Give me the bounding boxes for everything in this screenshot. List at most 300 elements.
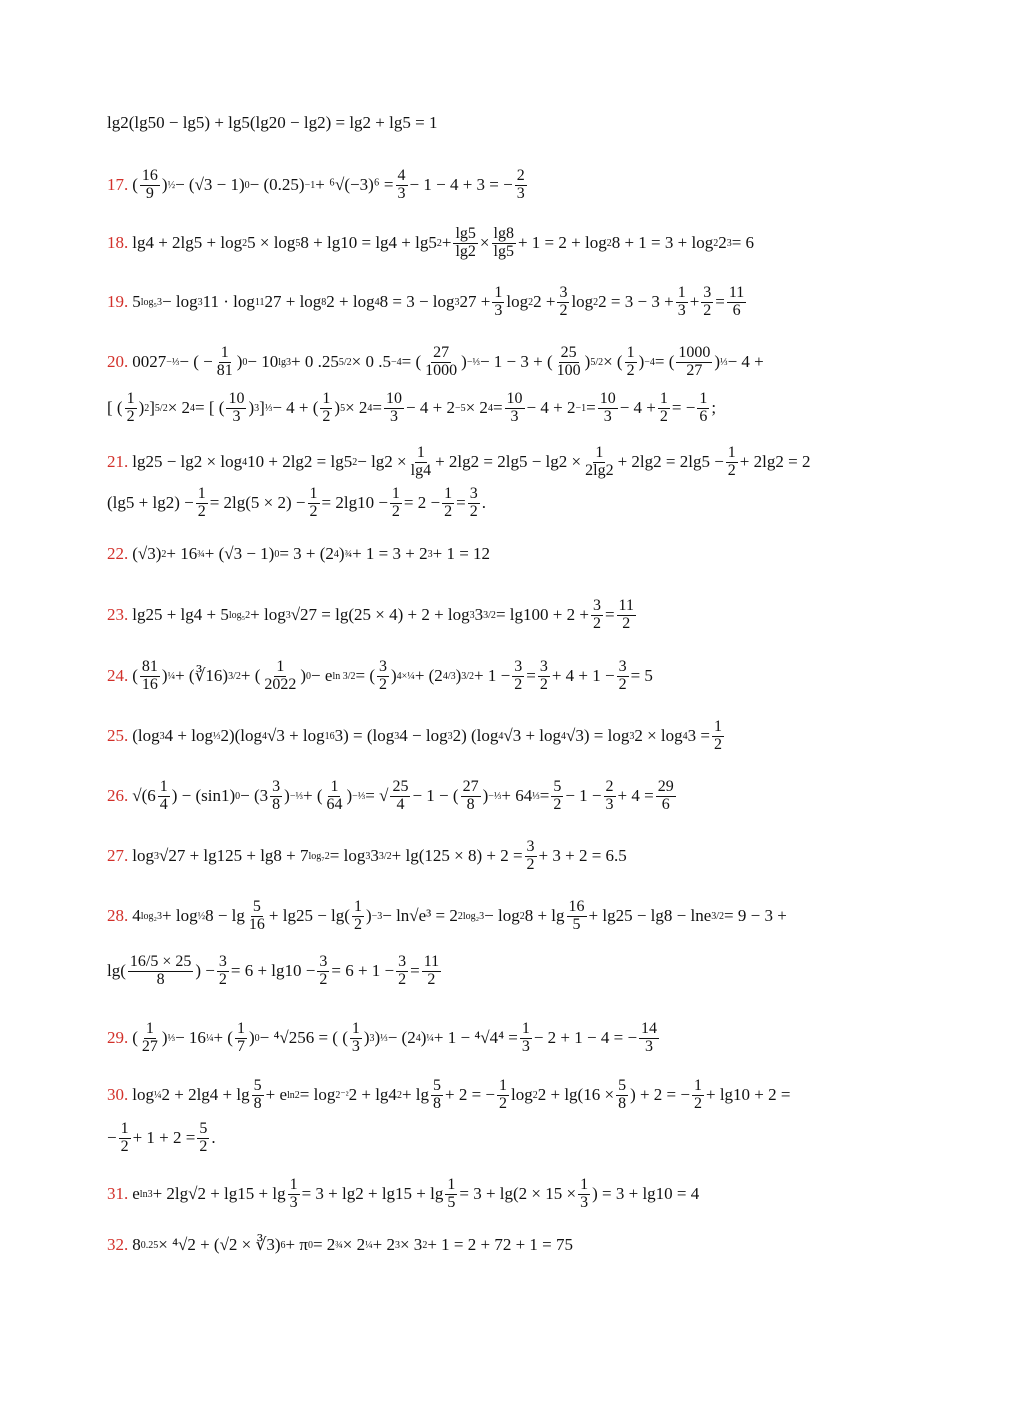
math-text: 0027 [132, 351, 167, 371]
fraction-numerator: 1 [494, 284, 503, 301]
superscript: ¾ [344, 548, 353, 560]
math-text: 3) = (log [334, 725, 395, 745]
math-text: 10 + 2lg2 = lg5 [247, 451, 353, 471]
fraction [140, 168, 160, 203]
subscript: 4 [561, 730, 567, 742]
superscript: 2 [352, 456, 358, 468]
problem-number: 20. [107, 351, 129, 371]
equation-line [107, 114, 917, 133]
fraction-denominator: 2022 [264, 675, 297, 693]
fraction-numerator: 3 [559, 284, 568, 301]
math-text: + 1 − [474, 665, 511, 685]
fraction [598, 391, 618, 426]
math-text: ) [334, 397, 341, 417]
subscript: 2 [606, 237, 612, 249]
superscript: 3 [254, 402, 260, 414]
fraction-denominator: 2 [469, 502, 478, 520]
fraction [396, 168, 408, 203]
fraction [583, 445, 615, 480]
superscript: −4 [644, 356, 655, 368]
fraction-numerator: 16 [568, 898, 585, 915]
fraction-denominator: lg4 [410, 461, 432, 479]
superscript: 4 [190, 402, 196, 414]
math-text: − [107, 1127, 117, 1147]
fraction-denominator: 2 [444, 502, 453, 520]
math-text: 8 + lg10 = lg4 + lg5 [300, 232, 437, 252]
fraction [377, 659, 389, 694]
fraction [196, 486, 208, 521]
fraction [578, 1177, 590, 1212]
equation-line [107, 779, 917, 814]
superscript: −3 [371, 910, 383, 922]
superscript: 2log₂3 [457, 910, 485, 922]
equation-line [107, 899, 917, 934]
fraction-denominator: 100 [556, 361, 581, 379]
fraction-numerator: 3 [398, 953, 407, 970]
math-text: × [479, 232, 490, 252]
problem-number: 22. [107, 544, 129, 563]
fraction-numerator: 27 [433, 344, 450, 361]
fraction-numerator: 2 [516, 167, 525, 184]
fraction [712, 719, 724, 754]
math-text: = [372, 397, 383, 417]
superscript: ½ [167, 179, 176, 191]
subscript: 3 [197, 296, 203, 308]
math-text: = 6 + lg10 − [230, 960, 316, 980]
fraction-numerator: 1 [159, 778, 168, 795]
fraction-denominator: 3 [351, 1037, 360, 1055]
superscript: −⅓ [352, 790, 366, 802]
math-text: log [511, 1084, 533, 1104]
fraction-numerator: 3 [319, 953, 328, 970]
math-text: 3 = [687, 725, 710, 745]
fraction-numerator: 5 [433, 1077, 441, 1094]
problem-number: 24. [107, 665, 129, 685]
fraction [567, 899, 587, 934]
fraction-denominator: 2 [539, 675, 548, 693]
fraction-denominator: 5 [572, 915, 581, 933]
superscript: 2 [144, 402, 150, 414]
math-text: − 4 + 2 [526, 397, 576, 417]
math-text: 2 = 3 − 3 + [598, 291, 674, 311]
fraction-denominator: 2 [559, 301, 568, 319]
subscript: 16 [324, 730, 335, 742]
math-text: 4 [132, 905, 141, 925]
math-text: + 4 + 1 − [551, 665, 615, 685]
superscript: log₇2 [308, 850, 330, 862]
math-text: ) [365, 905, 372, 925]
fraction-denominator: 3 [580, 1193, 589, 1211]
fraction-numerator: 11 [618, 597, 634, 614]
fraction-numerator: 27 [462, 778, 479, 795]
math-text: 2 [718, 232, 727, 252]
fraction-denominator: 3 [289, 1193, 298, 1211]
math-text: = 9 − 3 + [724, 905, 787, 925]
fraction-denominator: 3 [521, 1037, 530, 1055]
fraction [431, 1078, 443, 1113]
superscript: 4 [487, 402, 493, 414]
fraction-denominator: 6 [661, 795, 670, 813]
math-text: 8 + lg [524, 905, 565, 925]
fraction-numerator: 1 [521, 1020, 530, 1037]
subscript: 2 [532, 1089, 538, 1101]
fraction [442, 486, 454, 521]
math-text: 2 + 2lg4 + lg [161, 1084, 250, 1104]
math-text: √27 + lg125 + lg8 + 7 [158, 845, 309, 865]
fraction-denominator: 2 [322, 407, 331, 425]
fraction-numerator: 10 [506, 390, 523, 407]
math-text: + ⁶√(−3)⁶ = [315, 174, 394, 194]
problem-number: 30. [107, 1084, 129, 1104]
math-text: = 6 [731, 232, 755, 252]
fraction [515, 168, 527, 203]
superscript: 0.25 [140, 1239, 159, 1251]
fraction-denominator: 3 [603, 407, 612, 425]
fraction [727, 285, 746, 320]
fraction-numerator: 2 [605, 778, 614, 795]
subscript: 3 [447, 730, 453, 742]
math-text: − 2 + 1 − 4 = − [533, 1027, 638, 1047]
fraction-denominator: 3 [494, 301, 503, 319]
math-text: − e [311, 665, 333, 685]
fraction [226, 391, 246, 426]
math-text: + log [250, 604, 286, 624]
subscript: 3 [365, 850, 371, 862]
superscript: ln 3/2 [332, 670, 356, 682]
math-text: √3) = log [566, 725, 630, 745]
math-text: ; [711, 397, 717, 417]
fraction-numerator: 81 [141, 658, 158, 675]
math-text: + 1 + 2 = [132, 1127, 196, 1147]
fraction-denominator: 2 [199, 1137, 208, 1155]
math-text: 3 [474, 604, 484, 624]
equation-line [107, 598, 917, 633]
math-text: = [526, 665, 536, 685]
math-text: ( [132, 1027, 138, 1047]
subscript: 8 [321, 296, 327, 308]
fraction [656, 779, 676, 814]
math-text: − 4 + [727, 351, 764, 371]
superscript: log₂3 [140, 910, 163, 922]
math-text: lg4 + 2lg5 + log [132, 232, 243, 252]
math-text: ) [455, 665, 462, 685]
math-text: ( [132, 665, 138, 685]
math-text: log [132, 1084, 154, 1104]
superscript: 0 [307, 1239, 313, 1251]
fraction-numerator: 11 [728, 284, 745, 301]
math-text: ) − [195, 960, 215, 980]
math-text: = [715, 291, 725, 311]
superscript: ¾ [197, 548, 205, 560]
fraction-denominator: 1000 [425, 361, 458, 379]
math-text: = [ ( [195, 397, 225, 417]
superscript: log₅2 [228, 609, 251, 621]
math-text: lg( [107, 960, 126, 980]
superscript: 0 [306, 670, 312, 682]
superscript: 3 [394, 1239, 400, 1251]
math-text: 27 + [459, 291, 491, 311]
fraction-numerator: 1 [694, 1077, 702, 1094]
fraction-numerator: 1 [677, 284, 686, 301]
fraction-denominator: 2 [694, 1094, 702, 1112]
fraction-denominator: 16 [141, 675, 158, 693]
math-text: − ⁴√256 = ( ( [259, 1027, 348, 1047]
math-text: + 1 = 2 + log [517, 232, 607, 252]
fraction [492, 285, 504, 320]
fraction-denominator: 2 [703, 301, 712, 319]
math-text: = [492, 397, 503, 417]
equation-line [107, 226, 917, 261]
fraction-denominator: 3 [516, 184, 525, 202]
math-text: ) [714, 351, 721, 371]
fraction [390, 779, 410, 814]
math-text: + (2 [414, 665, 443, 685]
fraction-numerator: 1 [351, 1020, 360, 1037]
subscript: 3 [285, 609, 291, 621]
superscript: 4 [333, 548, 339, 560]
fraction [692, 1078, 704, 1113]
math-text: + 4 = [617, 785, 654, 805]
subscript: 3 [153, 850, 159, 862]
math-text: = 2 − [403, 492, 441, 512]
equation-line [107, 1236, 917, 1255]
fraction-denominator: 3 [232, 407, 241, 425]
fraction-denominator: 8 [156, 970, 165, 988]
fraction [423, 345, 459, 380]
superscript: ⅓ [532, 790, 540, 802]
math-text: = 5 [630, 665, 653, 685]
fraction [520, 1021, 532, 1056]
fraction-numerator: 5 [618, 1077, 627, 1094]
subscript: 3 [394, 730, 400, 742]
superscript: 0 [235, 790, 241, 802]
superscript: 5/2 [338, 356, 352, 368]
subscript: ¼ [153, 1089, 162, 1101]
fraction-numerator: 1 [416, 444, 425, 461]
math-text: = 3 + lg2 + lg15 + lg [301, 1183, 444, 1203]
fraction [422, 954, 441, 989]
fraction [512, 659, 524, 694]
fraction [158, 779, 170, 814]
fraction-numerator: 10 [386, 390, 403, 407]
math-text: + lg [401, 1084, 429, 1104]
math-text: ) [346, 785, 353, 805]
math-text: ) [161, 174, 168, 194]
problem-number: 21. [107, 451, 129, 471]
fraction-denominator: 2 [309, 502, 318, 520]
math-text: + 2lg2 = 2lg5 − [617, 451, 724, 471]
fraction-denominator: 2 [499, 1094, 508, 1112]
math-text: ) = 3 + lg10 = 4 [592, 1183, 700, 1203]
math-text: ) [138, 397, 145, 417]
math-text: ) [461, 351, 467, 371]
fraction-denominator: 2 [218, 970, 227, 988]
equation-line [107, 1177, 917, 1212]
math-text: − ( − [179, 351, 213, 371]
fraction-denominator: 3 [510, 407, 519, 425]
fraction-numerator: 3 [469, 485, 478, 502]
superscript: 0 [244, 179, 250, 191]
fraction-denominator: 2 [120, 1137, 129, 1155]
superscript: −⅓ [289, 790, 303, 802]
math-text: ) − (sin1) [171, 785, 236, 805]
fraction-numerator: 10 [599, 390, 616, 407]
superscript: ¼ [365, 1239, 373, 1251]
math-text: 2) (log [452, 725, 499, 745]
math-text: = 3 + (2 [279, 544, 334, 563]
subscript: 2 [242, 237, 248, 249]
fraction-denominator: 3 [390, 407, 399, 425]
fraction-denominator: 8 [466, 795, 475, 813]
fraction-denominator: 6 [699, 407, 708, 425]
math-text: ) [284, 785, 290, 805]
fraction [697, 391, 709, 426]
subscript: 4 [374, 296, 380, 308]
fraction-numerator: 3 [272, 778, 281, 795]
equation-line [107, 839, 917, 874]
fraction [617, 598, 636, 633]
superscript: 3/2 [711, 910, 725, 922]
math-text: = [456, 492, 466, 512]
fraction-numerator: 5 [199, 1120, 208, 1137]
math-text: + π [285, 1235, 308, 1254]
math-text: 8 + 1 = 3 + log [611, 232, 714, 252]
math-text: − (3 [240, 785, 269, 805]
fraction [676, 345, 712, 380]
superscript: 6 [280, 1239, 286, 1251]
math-text: + 0 .25 [291, 351, 339, 371]
math-text: ) [482, 785, 489, 805]
fraction [317, 954, 329, 989]
math-text: + ( [213, 1027, 233, 1047]
math-text: = [604, 604, 615, 624]
fraction [215, 345, 235, 380]
math-text: 8 [132, 1235, 141, 1254]
fraction-denominator: lg2 [455, 242, 476, 260]
math-text: + 2 = − [445, 1084, 496, 1104]
math-text: × 2 [345, 397, 368, 417]
fraction-denominator: 9 [145, 184, 154, 202]
fraction-denominator: 27 [686, 361, 703, 379]
math-text: ) [338, 544, 345, 563]
superscript: 3/2 [378, 850, 392, 862]
fraction-denominator: 81 [216, 361, 233, 379]
math-text: . [481, 492, 486, 512]
fraction-denominator: 3 [645, 1037, 654, 1055]
math-text: = lg100 + 2 + [495, 604, 589, 624]
fraction-numerator: 1000 [678, 344, 711, 361]
math-text: − (2 [387, 1027, 416, 1047]
superscript: 4 [367, 402, 373, 414]
fraction-numerator: 10 [228, 390, 245, 407]
fraction-denominator: 3 [397, 184, 406, 202]
subscript: 4 [262, 730, 267, 742]
math-text: − 4 + 2 [406, 397, 455, 417]
subscript: ½ [197, 910, 206, 922]
fraction-numerator: 1 [447, 1176, 456, 1193]
math-text: × 2 [342, 1235, 366, 1254]
fraction-denominator: 6 [732, 301, 741, 319]
fraction [639, 1021, 659, 1056]
fraction-numerator: 16 [141, 167, 158, 184]
fraction-denominator: 2 [714, 735, 722, 753]
math-text: − 10 [247, 351, 279, 371]
fraction [461, 779, 481, 814]
fraction-numerator: 3 [618, 658, 627, 675]
superscript: 4 [415, 1032, 421, 1044]
fraction-denominator: 8 [253, 1094, 262, 1112]
fraction [658, 391, 670, 426]
superscript: 3/2 [228, 670, 241, 682]
equation-line [107, 445, 917, 480]
math-text: e [132, 1183, 140, 1203]
math-text: − log [162, 291, 198, 311]
fraction [557, 285, 569, 320]
fraction-numerator: 1 [120, 1120, 129, 1137]
math-text: = √ [365, 785, 389, 805]
superscript: ¼ [426, 1032, 434, 1044]
fraction [701, 285, 713, 320]
fraction-numerator: 14 [641, 1020, 658, 1037]
subscript: 11 [254, 296, 265, 308]
fraction-numerator: 1 [580, 1176, 589, 1193]
fraction [492, 226, 516, 261]
fraction-numerator: 25 [560, 344, 577, 361]
equation-line [107, 345, 917, 380]
fraction-denominator: 2lg2 [585, 461, 614, 479]
superscript: ⅓ [720, 356, 728, 368]
math-text: ) [161, 665, 168, 685]
superscript: ln2 [287, 1089, 300, 1101]
problem-number: 19. [107, 291, 129, 311]
superscript: ⅓ [167, 1032, 176, 1044]
superscript: −⅓ [466, 356, 480, 368]
math-text: × 0 .5 [351, 351, 391, 371]
math-text: √(6 [132, 785, 156, 805]
math-text: 27 + log [264, 291, 322, 311]
superscript: 3/2 [461, 670, 475, 682]
math-text: log [132, 845, 154, 865]
equation-line [107, 168, 917, 203]
fraction-denominator: 2 [526, 855, 535, 873]
fraction-numerator: 1 [714, 718, 722, 735]
problem-number: 18. [107, 232, 129, 252]
fraction-numerator: 5 [253, 1077, 262, 1094]
fraction-numerator: 1 [699, 390, 708, 407]
fraction-numerator: 29 [657, 778, 674, 795]
math-text: ) + 2 = − [630, 1084, 690, 1104]
math-text: (log [132, 725, 160, 745]
math-text: = log [329, 845, 366, 865]
fraction [497, 1078, 509, 1113]
fraction-denominator: 2 [391, 502, 400, 520]
fraction [140, 1021, 160, 1056]
equation-line [107, 1121, 917, 1156]
math-text: + 2 [372, 1235, 395, 1254]
problem-number: 25. [107, 725, 129, 745]
fraction-numerator: 4 [397, 167, 406, 184]
subscript: 3 [469, 609, 475, 621]
subscript: 2 [713, 237, 719, 249]
fraction-denominator: 2 [659, 407, 668, 425]
math-text: + lg(125 × 8) + 2 = [391, 845, 523, 865]
fraction [538, 659, 550, 694]
math-text: ( [132, 174, 138, 194]
fraction [468, 486, 480, 521]
fraction [247, 899, 267, 934]
superscript: −4 [391, 356, 402, 368]
math-text: − 1 − [565, 785, 602, 805]
